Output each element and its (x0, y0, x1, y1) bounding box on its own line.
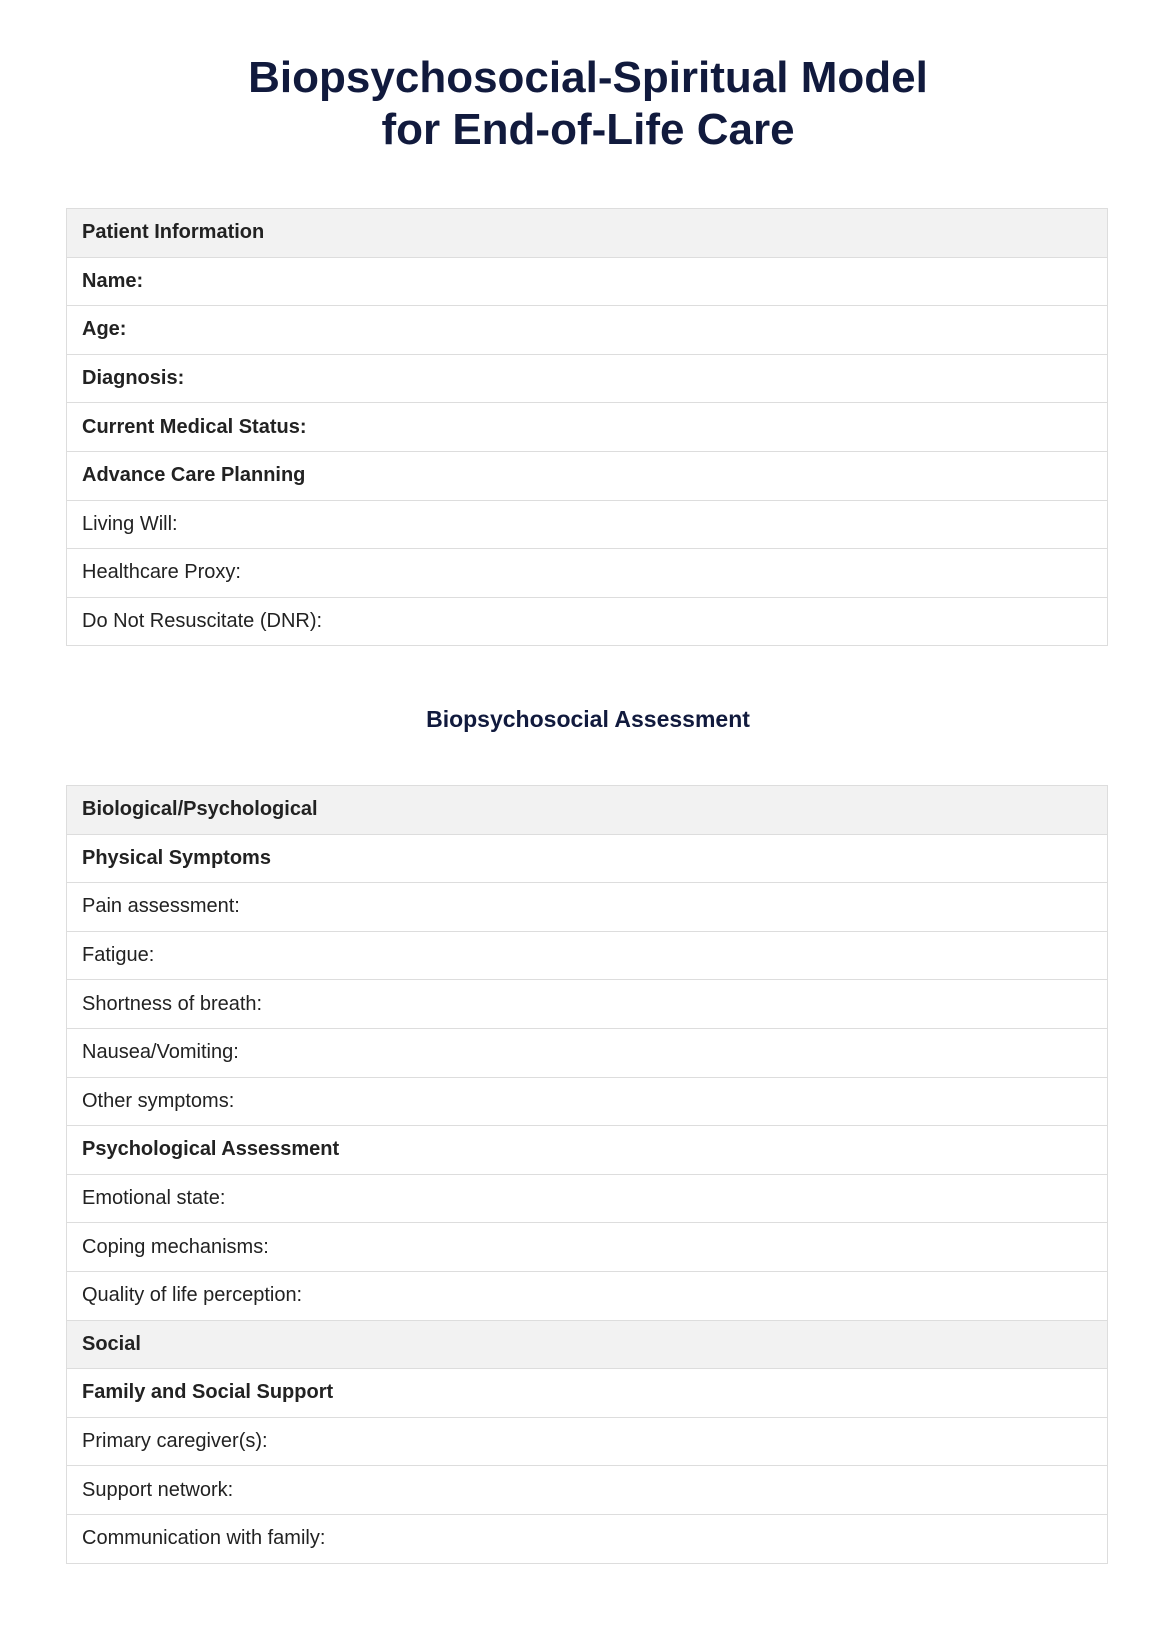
form-field-row[interactable] (67, 883, 1108, 932)
section-header-row (67, 209, 1108, 258)
section-header-row (67, 1320, 1108, 1369)
row-label: Do Not Resuscitate (DNR): (67, 597, 1108, 646)
row-label: Age: (67, 306, 1108, 355)
patient-information-table (66, 208, 1108, 646)
row-label: Biological/Psychological (67, 786, 1108, 835)
row-label: Other symptoms: (67, 1077, 1108, 1126)
row-label: Advance Care Planning (67, 451, 1108, 500)
row-label: Pain assessment: (67, 883, 1108, 932)
row-label: Social (67, 1320, 1108, 1369)
row-label: Physical Symptoms (67, 834, 1108, 883)
biopsychosocial-assessment-table (66, 785, 1108, 1564)
subheader-row[interactable] (67, 403, 1108, 452)
form-field-row[interactable] (67, 1466, 1108, 1515)
row-label: Nausea/Vomiting: (67, 1028, 1108, 1077)
form-field-row[interactable] (67, 1174, 1108, 1223)
form-field-row[interactable] (67, 1223, 1108, 1272)
row-label: Shortness of breath: (67, 980, 1108, 1029)
section-heading: Biopsychosocial Assessment (426, 706, 750, 732)
row-label: Current Medical Status: (67, 403, 1108, 452)
form-field-row[interactable] (67, 931, 1108, 980)
row-label: Coping mechanisms: (67, 1223, 1108, 1272)
form-field-row[interactable] (67, 1028, 1108, 1077)
subheader-row[interactable] (67, 1126, 1108, 1175)
row-label: Family and Social Support (67, 1369, 1108, 1418)
form-field-row[interactable] (67, 1271, 1108, 1320)
title-line-2: for End-of-Life Care (381, 105, 795, 154)
form-field-row[interactable] (67, 1417, 1108, 1466)
form-field-row[interactable] (67, 1077, 1108, 1126)
section-header-row (67, 786, 1108, 835)
form-field-row[interactable] (67, 549, 1108, 598)
page-title (0, 52, 1176, 156)
row-label: Communication with family: (67, 1514, 1108, 1563)
row-label: Emotional state: (67, 1174, 1108, 1223)
subheader-row[interactable] (67, 354, 1108, 403)
subheader-row[interactable] (67, 257, 1108, 306)
row-label: Living Will: (67, 500, 1108, 549)
subheader-row[interactable] (67, 306, 1108, 355)
row-label: Quality of life perception: (67, 1271, 1108, 1320)
row-label: Support network: (67, 1466, 1108, 1515)
row-label: Psychological Assessment (67, 1126, 1108, 1175)
row-label: Name: (67, 257, 1108, 306)
row-label: Fatigue: (67, 931, 1108, 980)
subheader-row[interactable] (67, 834, 1108, 883)
form-field-row[interactable] (67, 500, 1108, 549)
row-label: Primary caregiver(s): (67, 1417, 1108, 1466)
row-label: Healthcare Proxy: (67, 549, 1108, 598)
form-field-row[interactable] (67, 980, 1108, 1029)
subheader-row[interactable] (67, 451, 1108, 500)
row-label: Patient Information (67, 209, 1108, 258)
form-field-row[interactable] (67, 597, 1108, 646)
subheader-row[interactable] (67, 1369, 1108, 1418)
form-field-row[interactable] (67, 1514, 1108, 1563)
title-line-1: Biopsychosocial-Spiritual Model (248, 53, 928, 102)
row-label: Diagnosis: (67, 354, 1108, 403)
